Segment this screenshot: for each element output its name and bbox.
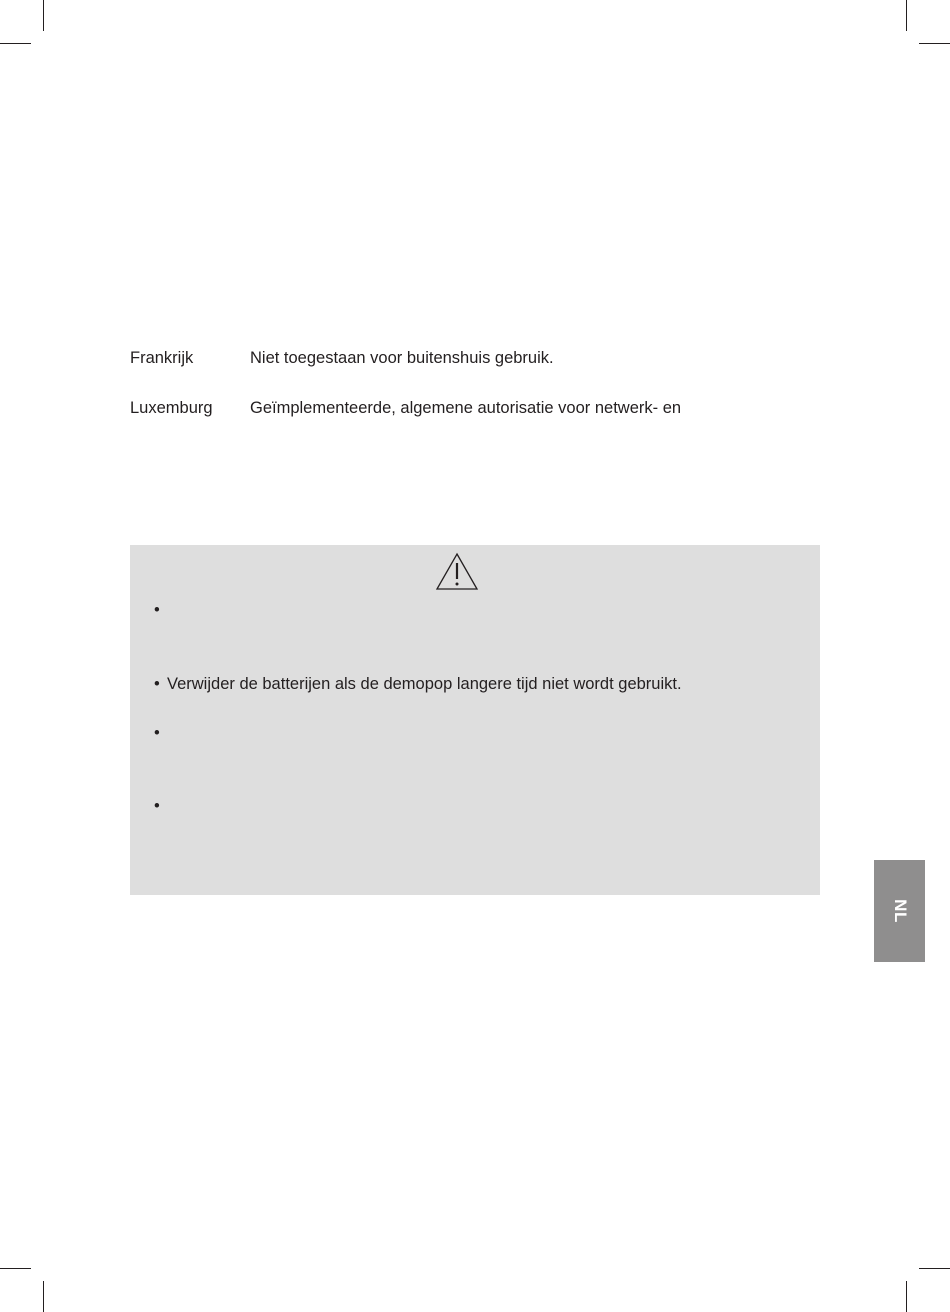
warning-bullet-3 — [154, 723, 167, 743]
warning-triangle-icon — [435, 552, 479, 592]
country-note: Geïmplementeerde, algemene autorisatie voor netwerk- en — [250, 399, 682, 417]
crop-mark-bottom-left-vertical — [43, 1281, 44, 1312]
warning-bullet-text: Verwijder de batterijen als de demopop langere tijd niet wordt gebruikt. — [167, 675, 682, 693]
warning-bullet-4 — [154, 796, 167, 816]
crop-mark-top-right-horizontal — [919, 43, 950, 44]
bullet-dot: • — [154, 724, 160, 742]
crop-mark-bottom-right-vertical — [906, 1281, 907, 1312]
country-note: Niet toegestaan voor buitenshuis gebruik. — [250, 349, 554, 367]
crop-mark-top-right-vertical — [906, 0, 907, 31]
bullet-dot: • — [154, 675, 160, 693]
warning-panel — [130, 545, 820, 895]
crop-mark-top-left-horizontal — [0, 43, 31, 44]
crop-mark-bottom-left-horizontal — [0, 1268, 31, 1269]
bullet-dot: • — [154, 797, 160, 815]
country-name: Luxemburg — [130, 399, 213, 417]
warning-bullet-2 — [154, 674, 682, 694]
warning-bullet-1 — [154, 600, 167, 620]
language-tab-label: NL — [890, 899, 910, 923]
crop-mark-top-left-vertical — [43, 0, 44, 31]
country-name: Frankrijk — [130, 349, 194, 367]
language-tab — [874, 860, 925, 962]
bullet-dot: • — [154, 601, 160, 619]
crop-mark-bottom-right-horizontal — [919, 1268, 950, 1269]
